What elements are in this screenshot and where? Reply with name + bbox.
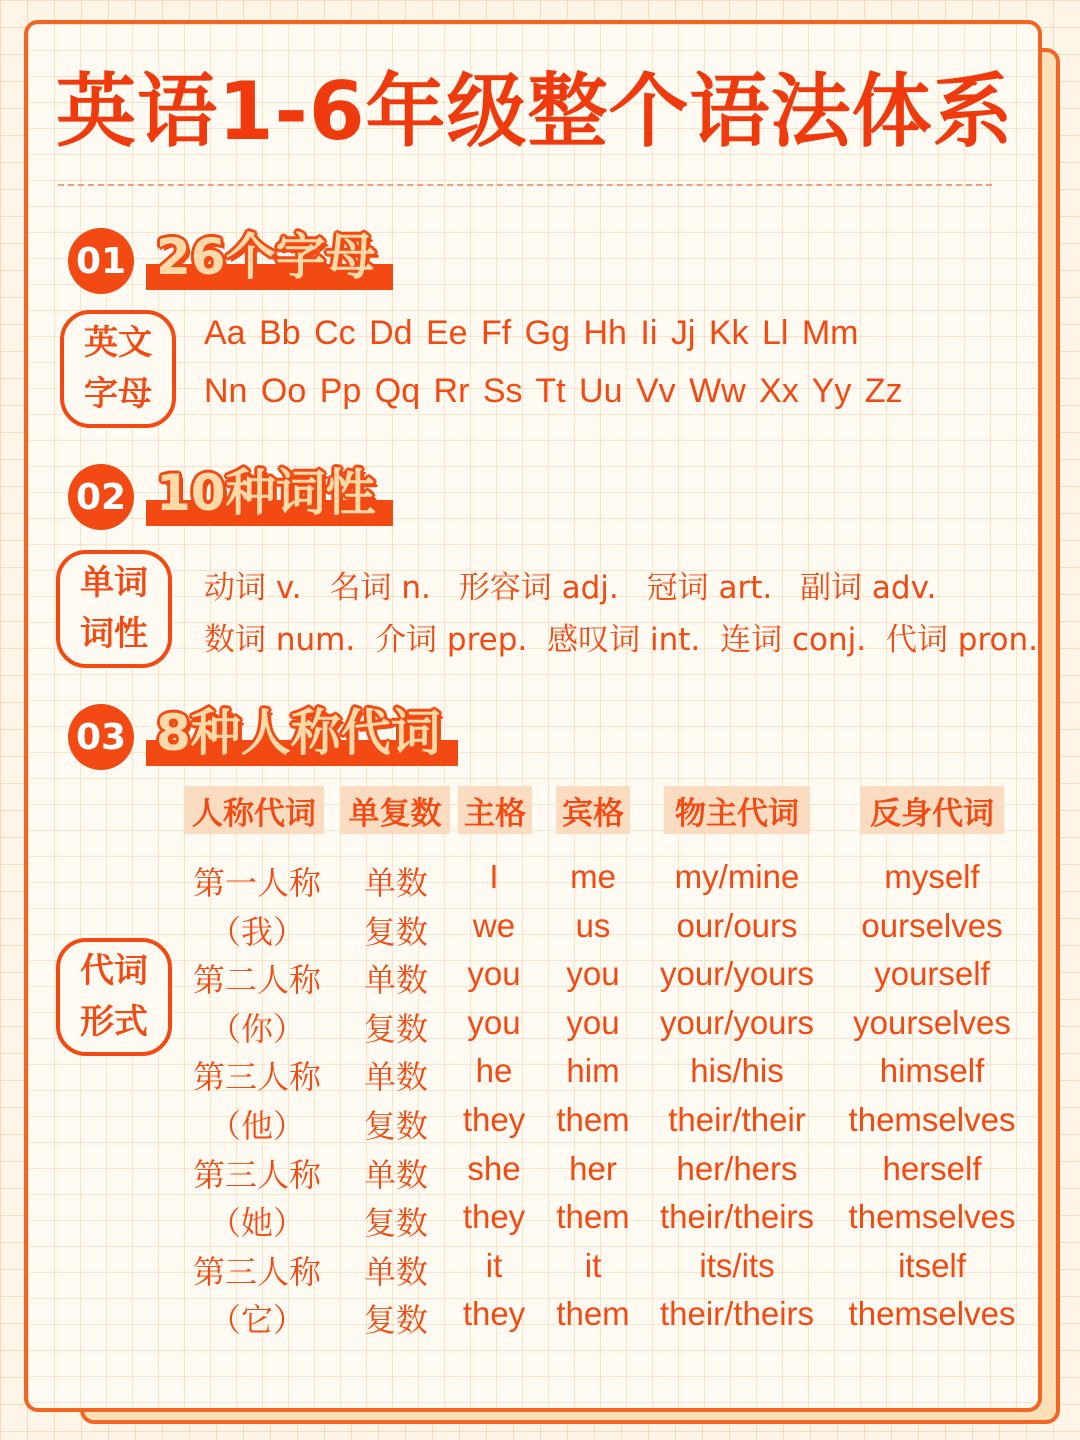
table-cell: 第二人称 [192, 961, 322, 1000]
table-cell: himself [879, 1052, 985, 1090]
table-cell: （他） [208, 1107, 306, 1145]
table-cell: （你） [208, 1009, 306, 1048]
side-label-letters [60, 310, 176, 428]
table-cell: （我） [208, 912, 306, 951]
table-cell: 第三人称 [192, 1155, 322, 1194]
side-label-pronouns [56, 938, 172, 1056]
table-cell: 复数 [363, 912, 429, 951]
table-header: 人称代词 [184, 786, 324, 834]
side-label-line: 字母 [84, 374, 152, 414]
table-cell: yourself [874, 955, 990, 993]
side-label-line: 代词 [80, 951, 148, 991]
section-title: 8种人称代词 [156, 704, 441, 762]
table-cell: 第三人称 [192, 1058, 322, 1097]
pos-item: 感叹词 int. [547, 622, 701, 658]
table-cell: 复数 [363, 1107, 429, 1145]
table-cell: 复数 [363, 1009, 429, 1048]
table-cell: me [570, 858, 616, 895]
pos-item: 代词 pron. [885, 622, 1039, 658]
table-header: 宾格 [556, 786, 630, 834]
pos-item: 名词 n. [329, 570, 431, 606]
table-cell: their/their [668, 1101, 806, 1138]
table-cell: we [472, 906, 516, 944]
table-cell: your/yours [659, 955, 815, 993]
table-cell: its/its [699, 1246, 775, 1284]
divider [58, 184, 992, 186]
table-header: 物主代词 [664, 786, 810, 834]
table-cell: their/theirs [659, 1198, 815, 1236]
section-number: 02 [68, 464, 134, 530]
page-title: 英语1-6年级整个语法体系 [56, 65, 1014, 158]
table-cell: themselves [848, 1198, 1016, 1236]
letters-line-2: Nn Oo Pp Qq Rr Ss Tt Uu Vv Ww Xx Yy Zz [204, 372, 903, 410]
pos-item: 冠词 art. [646, 570, 773, 606]
table-cell: your/yours [659, 1003, 815, 1041]
table-cell: myself [884, 858, 980, 895]
table-cell: he [475, 1052, 513, 1090]
table-cell: them [556, 1101, 630, 1138]
pos-line-2 [204, 614, 1038, 659]
table-cell: themselves [848, 1101, 1016, 1138]
table-cell: 单数 [363, 1155, 429, 1194]
section-title: 26个字母 [156, 228, 376, 286]
table-cell: they [462, 1295, 526, 1333]
table-cell: us [575, 906, 611, 944]
side-label-line: 单词 [80, 563, 148, 603]
side-label-line: 词性 [80, 614, 148, 654]
table-cell: them [556, 1198, 630, 1236]
pos-item: 连词 conj. [720, 622, 867, 658]
pos-line-1 [204, 562, 954, 607]
table-cell: it [485, 1246, 503, 1284]
pos-item: 副词 adv. [800, 570, 937, 606]
table-cell: her/hers [676, 1149, 798, 1187]
table-cell: 第一人称 [192, 864, 322, 902]
table-cell: you [467, 955, 521, 993]
table-cell: you [467, 1003, 521, 1041]
table-cell: our/ours [676, 906, 798, 944]
pos-item: 数词 num. [204, 622, 356, 658]
table-cell: yourselves [853, 1003, 1011, 1041]
table-header: 单复数 [340, 786, 450, 834]
side-label-pos [56, 550, 172, 668]
table-cell: 单数 [363, 1252, 429, 1291]
side-label-line: 形式 [80, 1002, 148, 1042]
pos-item: 动词 v. [204, 570, 302, 606]
table-cell: they [462, 1198, 526, 1236]
table-cell: 单数 [363, 961, 429, 1000]
table-cell: him [566, 1052, 620, 1090]
table-cell: herself [882, 1149, 982, 1187]
table-cell: itself [898, 1246, 966, 1284]
table-cell: it [584, 1246, 602, 1284]
pos-item: 介词 prep. [375, 622, 528, 658]
table-cell: 单数 [363, 1058, 429, 1097]
table-cell: （她） [208, 1204, 306, 1243]
table-cell: my/mine [674, 858, 800, 895]
table-header: 反身代词 [860, 786, 1004, 834]
table-cell: themselves [848, 1295, 1016, 1333]
section-number: 03 [68, 704, 134, 770]
table-cell: 第三人称 [192, 1252, 322, 1291]
table-cell: ourselves [861, 906, 1003, 944]
letters-line-1: Aa Bb Cc Dd Ee Ff Gg Hh Ii Jj Kk Ll Mm [204, 314, 859, 352]
pos-item: 形容词 adj. [458, 570, 619, 606]
table-cell: their/theirs [659, 1295, 815, 1333]
table-cell: them [556, 1295, 630, 1333]
table-cell: you [566, 955, 620, 993]
side-label-line: 英文 [84, 323, 152, 363]
table-cell: （它） [208, 1301, 306, 1340]
table-cell: his/his [690, 1052, 784, 1090]
table-cell: 单数 [363, 864, 429, 902]
table-header: 主格 [458, 786, 532, 834]
table-cell: I [489, 858, 499, 895]
table-cell: they [462, 1101, 526, 1138]
table-cell: 复数 [363, 1301, 429, 1340]
section-title: 10种词性 [156, 464, 376, 522]
section-number: 01 [68, 228, 134, 294]
table-cell: 复数 [363, 1204, 429, 1243]
table-cell: you [566, 1003, 620, 1041]
table-cell: her [569, 1149, 617, 1187]
table-cell: she [467, 1149, 521, 1187]
